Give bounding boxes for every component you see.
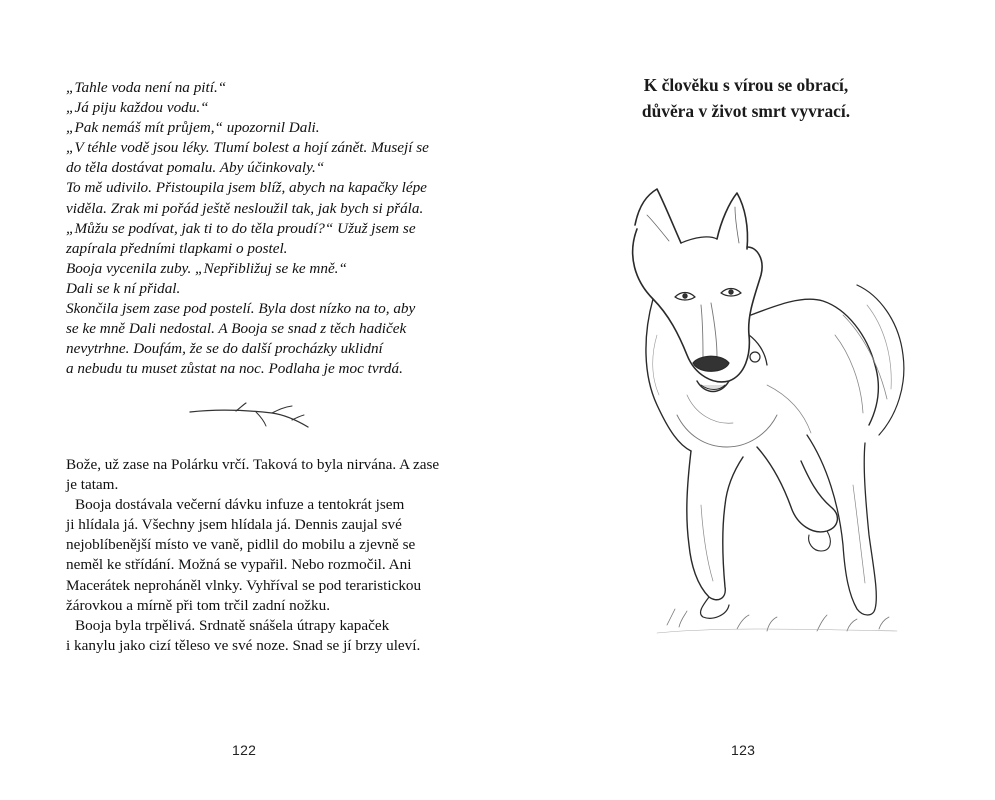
text-line: „Můžu se podívat, jak ti to do těla proudí?“ Užuž jsem se: [66, 219, 416, 237]
text-line: Macerátek neproháněl vlnky. Vyhříval se pod teraristickou: [66, 576, 422, 594]
text-line: neměl ke střídání. Možná se vypařil. Nebo rozmočil. Ani: [66, 556, 412, 574]
text-line: a nebudu tu muset zůstat na noc. Podlaha je moc tvrdá.: [66, 360, 403, 378]
text-line: nejoblíbenější místo ve vaně, pidlil do mobilu a zjevně se: [66, 536, 416, 554]
text-line: je tatam.: [66, 476, 119, 494]
text-line: Booja dostávala večerní dávku infuze a tentokrát jsem: [75, 496, 405, 514]
text-line: „Já piju každou vodu.“: [66, 99, 209, 117]
text-line: „Tahle voda není na pití.“: [66, 79, 227, 96]
text-line: i kanylu jako cizí těleso ve své noze. Snad se jí brzy uleví.: [66, 636, 421, 654]
text-line: To mě udivilo. Přistoupila jsem blíž, abych na kapačky lépe: [66, 179, 427, 197]
epigraph-line: důvěra v život smrt vyvrací.: [641, 101, 851, 121]
left-page: [0, 0, 497, 800]
dialogue-block: [66, 78, 446, 379]
paragraph: [66, 495, 446, 616]
text-line: nevytrhne. Doufám, že se do další procházky uklidní: [66, 340, 383, 358]
text-line: „Pak nemáš mít průjem,“ upozornil Dali.: [66, 119, 320, 137]
text-line: do těla dostávat pomalu. Aby účinkovaly.“: [66, 159, 325, 177]
wolf-illustration-icon: [617, 185, 907, 665]
text-line: zapírala předními tlapkami o postel.: [66, 239, 288, 257]
text-line: Skončila jsem zase pod postelí. Byla dost nízko na to, aby: [66, 300, 416, 318]
right-page: [497, 0, 995, 800]
epigraph-line: K člověku s vírou se obrací,: [643, 75, 849, 95]
text-line: ji hlídala já. Všechny jsem hlídala já. Dennis zaujal své: [66, 516, 402, 534]
text-line: se ke mně Dali nedostal. A Booja se snad z těch hadiček: [66, 320, 407, 338]
text-line: Booja vycenila zuby. „Nepřibližuj se ke mně.“: [66, 259, 347, 277]
text-line: „V téhle vodě jsou léky. Tlumí bolest a hojí zánět. Musejí se: [66, 139, 429, 157]
page-number: 122: [232, 742, 257, 758]
text-line: Bože, už zase na Polárku vrčí. Taková to byla nirvána. A zase: [66, 456, 440, 473]
twig-divider-icon: [186, 400, 326, 440]
text-line: Booja byla trpělivá. Srdnatě snášela útrapy kapaček: [75, 616, 390, 634]
text-line: Dali se k ní přidal.: [66, 279, 181, 297]
page-number: 123: [731, 742, 756, 758]
paragraph: [66, 455, 446, 495]
paragraph: [66, 616, 446, 656]
prose-block: [66, 455, 446, 656]
epigraph: [497, 72, 995, 124]
text-line: viděla. Zrak mi pořád ještě nesloužil tak, jak bych si přála.: [66, 199, 424, 217]
text-line: žárovkou a mírně při tom trčil zadní nožku.: [66, 596, 331, 614]
